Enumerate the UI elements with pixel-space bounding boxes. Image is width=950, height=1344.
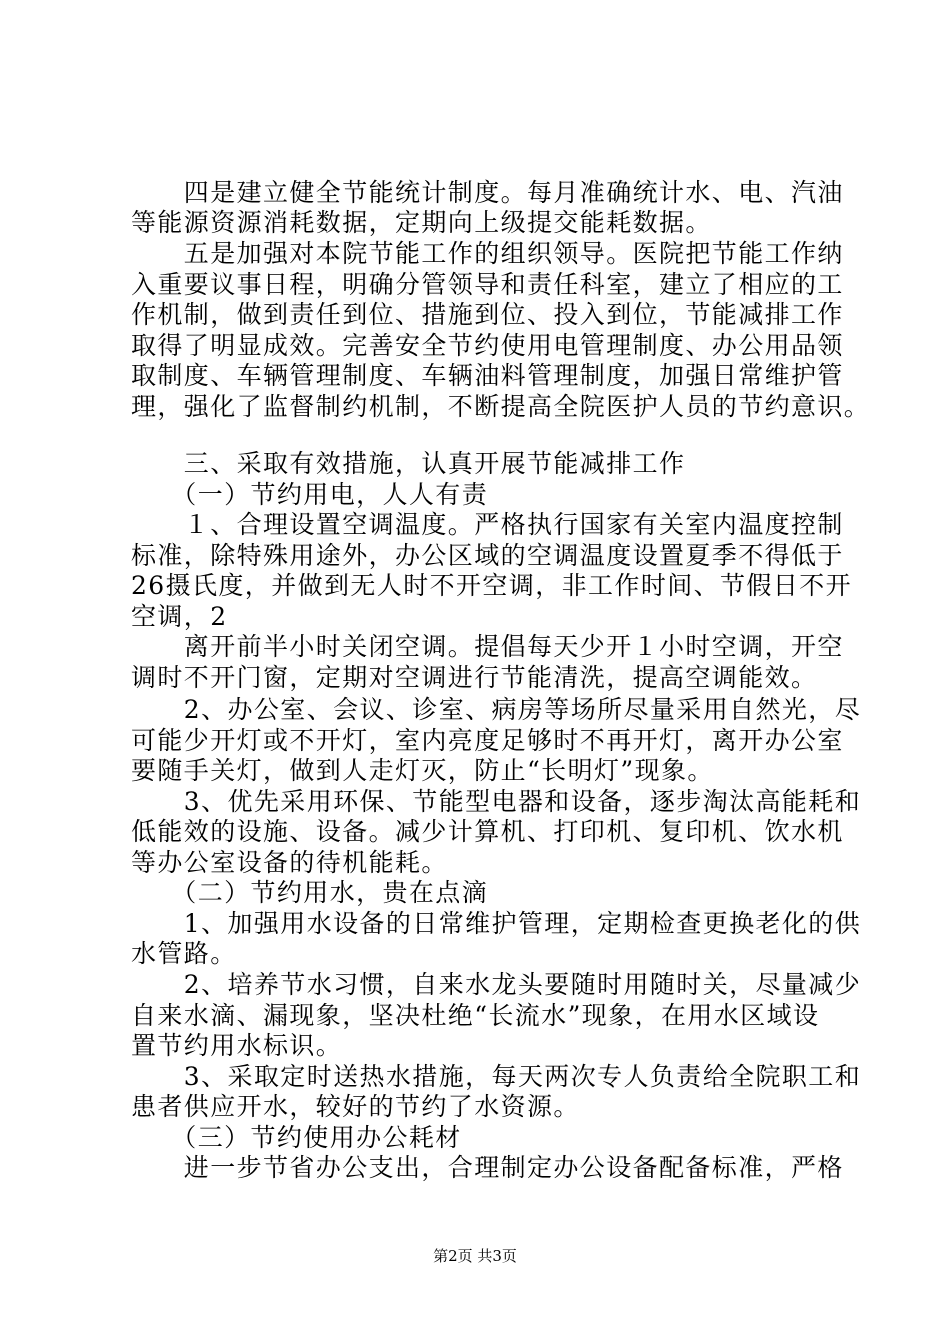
text-line: 要随手关灯，做到人走灯灭，防止“长明灯”现象。 — [131, 756, 714, 785]
text-line: 等能源资源消耗数据，定期向上级提交能耗数据。 — [131, 208, 712, 237]
text-line: 等办公室设备的待机能耗。 — [131, 848, 448, 877]
text-line: 2、办公室、会议、诊室、病房等场所尽量采用自然光，尽 — [131, 695, 862, 724]
text-line: 取得了明显成效。完善安全节约使用电管理制度、办公用品领 — [131, 331, 844, 360]
text-line: 置节约用水标识。 — [131, 1031, 343, 1060]
text-line: 进一步节省办公支出，合理制定办公设备配备标准，严格 — [131, 1153, 844, 1182]
text-line: 调时不开门窗，定期对空调进行节能清洗，提高空调能效。 — [131, 663, 818, 692]
text-line: 理，强化了监督制约机制，不断提高全院医护人员的节约意识。 — [131, 392, 871, 421]
text-line: 低能效的设施、设备。减少计算机、打印机、复印机、饮水机 — [131, 817, 844, 846]
text-line: 取制度、车辆管理制度、车辆油料管理制度，加强日常维护管 — [131, 361, 844, 390]
text-line: 作机制，做到责任到位、措施到位、投入到位，节能减排工作 — [131, 300, 844, 329]
subsection-heading: （三）节约使用办公耗材 — [131, 1123, 462, 1152]
section-heading: 三、采取有效措施，认真开展节能减排工作 — [131, 449, 686, 478]
text-line: 可能少开灯或不开灯，室内亮度足够时不再开灯，离开办公室 — [131, 726, 844, 755]
text-line: 五是加强对本院节能工作的组织领导。医院把节能工作纳 — [131, 239, 844, 268]
text-line: 标准，除特殊用途外，办公区域的空调温度设置夏季不得低于 — [131, 541, 844, 570]
text-line: １、合理设置空调温度。严格执行国家有关室内温度控制 — [131, 510, 844, 539]
text-line: 离开前半小时关闭空调。提倡每天少开１小时空调，开空 — [131, 632, 844, 661]
text-line: 四是建立健全节能统计制度。每月准确统计水、电、汽油 — [131, 178, 844, 207]
text-line: 患者供应开水，较好的节约了水资源。 — [131, 1092, 580, 1121]
text-line: 26摄氏度，并做到无人时不开空调，非工作时间、节假日不开 — [131, 571, 853, 600]
page-number-footer: 第2页 共3页 — [433, 1247, 517, 1265]
text-line: 自来水滴、漏现象，坚决杜绝“长流水”现象，在用水区域设 — [131, 1001, 820, 1030]
text-line: 空调，2 — [131, 602, 228, 631]
text-line: 3、采取定时送热水措施，每天两次专人负责给全院职工和 — [131, 1062, 862, 1091]
text-line: 1、加强用水设备的日常维护管理，定期检查更换老化的供 — [131, 909, 862, 938]
subsection-heading: （二）节约用水，贵在点滴 — [131, 878, 489, 907]
text-line: 入重要议事日程，明确分管领导和责任科室，建立了相应的工 — [131, 270, 844, 299]
text-line: 2、培养节水习惯，自来水龙头要随时用随时关，尽量减少 — [131, 970, 862, 999]
subsection-heading: （一）节约用电，人人有责 — [131, 480, 489, 509]
text-line: 水管路。 — [131, 939, 237, 968]
text-line: 3、优先采用环保、节能型电器和设备，逐步淘汰高能耗和 — [131, 787, 862, 816]
